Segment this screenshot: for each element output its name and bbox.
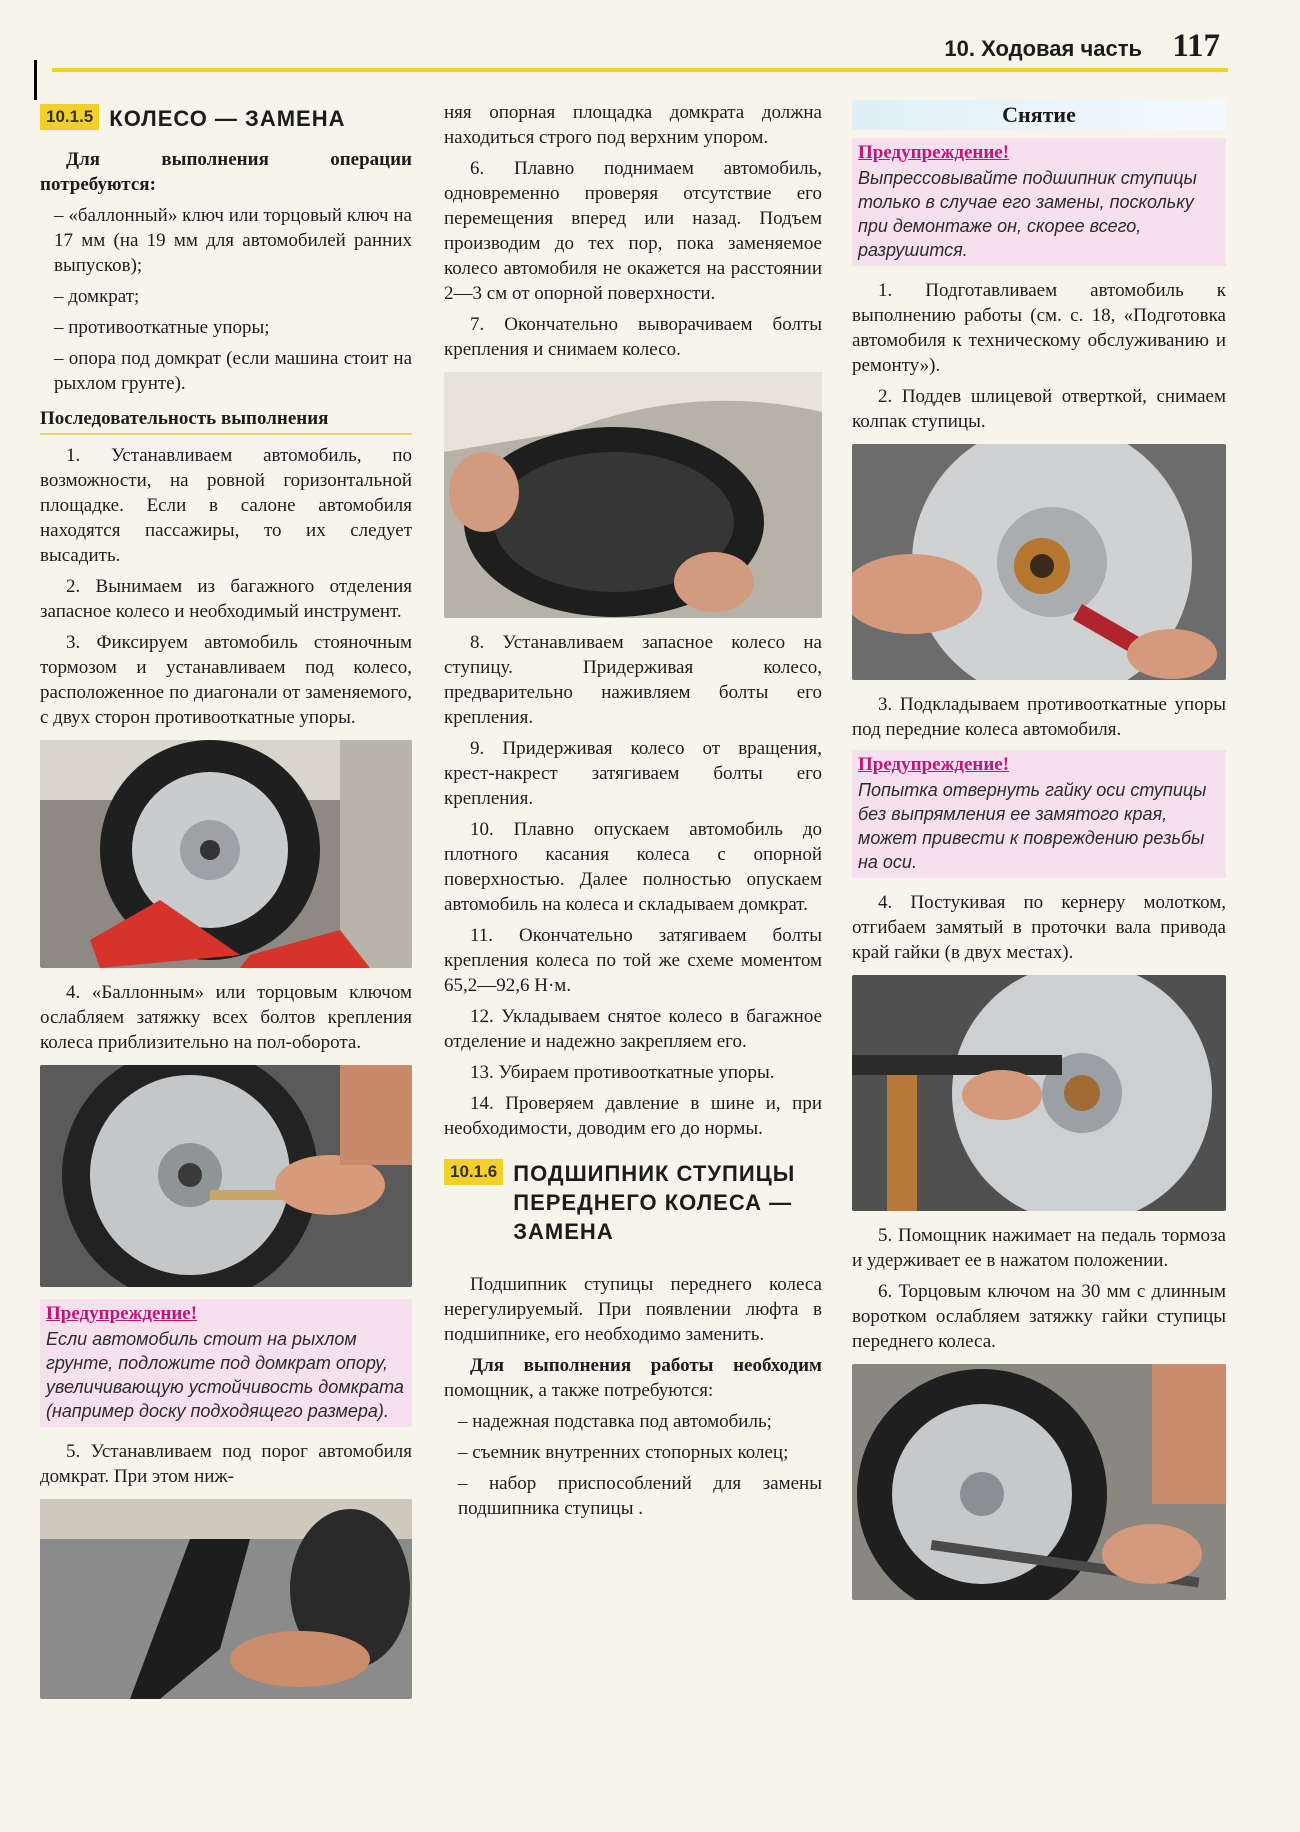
warning-box: [40, 1299, 412, 1427]
step-text: 14. Проверяем давление в шине и, при необходимости, доводим его до нормы.: [444, 1093, 822, 1139]
section-title: 10. Ходовая часть: [944, 36, 1142, 61]
warning-title: Предупреждение!: [46, 1303, 198, 1324]
requirements-heading: Для выполнения операции потребуются:: [40, 149, 412, 195]
warning-title: Предупреждение!: [858, 142, 1010, 163]
section-number: 10.1.5: [40, 104, 99, 130]
photo-hub-nut: [852, 1364, 1226, 1600]
warning-text: Попытка отвернуть гайку оси ступицы без выпрямления ее замятого края, может привести к повреждению резьбы на оси.: [858, 780, 1207, 872]
step-text: 6. Торцовым ключом на 30 мм с длинным воротком ослабляем затяжку гайки ступицы переднего колеса.: [852, 1281, 1226, 1352]
section-heading-10-1-5: [40, 104, 412, 133]
column-1: [40, 100, 412, 1711]
page-header: [52, 28, 1228, 72]
requirements-heading: Для выполнения работы необходим: [470, 1355, 822, 1376]
photo-punch-hammer: [852, 975, 1226, 1211]
binding-mark: [34, 60, 37, 100]
step-text: 3. Подкладываем противооткатные упоры под передние колеса автомобиля.: [852, 694, 1226, 740]
step-text: 2. Вынимаем из багажного отделения запасное колесо и необходимый инструмент.: [40, 576, 412, 622]
requirement-item: – надежная подставка под автомобиль;: [458, 1411, 772, 1432]
photo-jack: [40, 1499, 412, 1699]
section-title-text: КОЛЕСО — ЗАМЕНА: [109, 106, 346, 131]
step-text: 12. Укладываем снятое колесо в багажное отделение и надежно закрепляем его.: [444, 1006, 822, 1052]
section-number: 10.1.6: [444, 1159, 503, 1185]
step-text: 2. Поддев шлицевой отверткой, снимаем колпак ступицы.: [852, 386, 1226, 432]
step-text: 1. Устанавливаем автомобиль, по возможности, на ровной горизонтальной площадке. Если в салоне автомобиля находятся пассажиры, то их следует высадить.: [40, 445, 412, 566]
requirements-rest: помощник, а также потребуются:: [444, 1380, 714, 1401]
step-text: 5. Помощник нажимает на педаль тормоза и удерживает ее в нажатом положении.: [852, 1225, 1226, 1271]
warning-box: [852, 750, 1226, 878]
step-text: 11. Окончательно затягиваем болты крепления колеса по той же схеме моментом 65,2—92,6 Н·м.: [444, 925, 822, 996]
warning-text: Выпрессовывайте подшипник ступицы только в случае его замены, поскольку при демонтаже он, скорее всего, разрушится.: [858, 168, 1197, 260]
warning-box: [852, 138, 1226, 266]
step-text: 5. Устанавливаем под порог автомобиля домкрат. При этом ниж-: [40, 1441, 412, 1487]
sequence-heading: Последовательность выполнения: [40, 408, 412, 435]
step-text: 8. Устанавливаем запасное колесо на ступицу. Придерживая колесо, предварительно наживляем болты его крепления.: [444, 632, 822, 728]
requirement-item: – съемник внутренних стопорных колец;: [458, 1442, 789, 1463]
step-text: 1. Подготавливаем автомобиль к выполнению работы (см. с. 18, «Подготовка автомобиля к техническому обслуживанию и ремонту»).: [852, 280, 1226, 376]
column-2: [444, 100, 822, 1527]
requirements-paragraph: [444, 1353, 822, 1403]
column-3: [852, 100, 1226, 1612]
photo-wheel-chock: [40, 740, 412, 968]
requirement-item: – опора под домкрат (если машина стоит на рыхлом грунте).: [54, 348, 412, 394]
warning-title: Предупреждение!: [858, 754, 1010, 775]
step-text-continued: няя опорная площадка домкрата должна находиться строго под верхним упором.: [444, 102, 822, 148]
step-text: 6. Плавно поднимаем автомобиль, одновременно проверяя отсутствие его перемещения вперед или назад. Подъем производим до тех пор, пока заменяемое колесо автомобиля не окажется на расстоянии 2—3 см от опорной поверхности.: [444, 158, 822, 304]
requirement-item: – набор приспособлений для замены подшипника ступицы .: [458, 1473, 822, 1519]
step-text: 9. Придерживая колесо от вращения, крест-накрест затягиваем болты его крепления.: [444, 738, 822, 809]
removal-heading: Снятие: [852, 100, 1226, 130]
page-number: 117: [1172, 28, 1220, 64]
warning-text: Если автомобиль стоит на рыхлом грунте, подложите под домкрат опору, увеличивающую устойчивость домкрата (например доску подходящего размера).: [46, 1329, 404, 1421]
photo-loosen-bolts: [40, 1065, 412, 1287]
photo-remove-wheel: [444, 372, 822, 618]
step-text: 4. «Баллонным» или торцовым ключом ослабляем затяжку всех болтов крепления колеса приблизительно на пол-оборота.: [40, 982, 412, 1053]
section-title-text: ПОДШИПНИК СТУПИЦЫ ПЕРЕДНЕГО КОЛЕСА — ЗАМЕНА: [513, 1161, 796, 1244]
photo-hub-cap: [852, 444, 1226, 680]
step-text: 13. Убираем противооткатные упоры.: [470, 1062, 775, 1083]
intro-text: Подшипник ступицы переднего колеса нерегулируемый. При появлении люфта в подшипнике, его необходимо заменить.: [444, 1274, 822, 1345]
step-text: 10. Плавно опускаем автомобиль до плотного касания колеса с опорной поверхностью. Далее полностью опускаем автомобиль на колеса и складываем домкрат.: [444, 819, 822, 915]
step-text: 4. Постукивая по кернеру молотком, отгибаем замятый в проточки вала привода край гайки (в двух местах).: [852, 892, 1226, 963]
section-heading-10-1-6: [444, 1159, 822, 1246]
requirement-item: – «баллонный» ключ или торцовый ключ на 17 мм (на 19 мм для автомобилей ранних выпусков);: [54, 205, 412, 276]
step-text: 3. Фиксируем автомобиль стояночным тормозом и устанавливаем под колесо, расположенное по диагонали от заменяемого, с двух сторон противооткатные упоры.: [40, 632, 412, 728]
requirement-item: – домкрат;: [54, 286, 140, 307]
requirement-item: – противооткатные упоры;: [54, 317, 270, 338]
step-text: 7. Окончательно выворачиваем болты крепления и снимаем колесо.: [444, 314, 822, 360]
